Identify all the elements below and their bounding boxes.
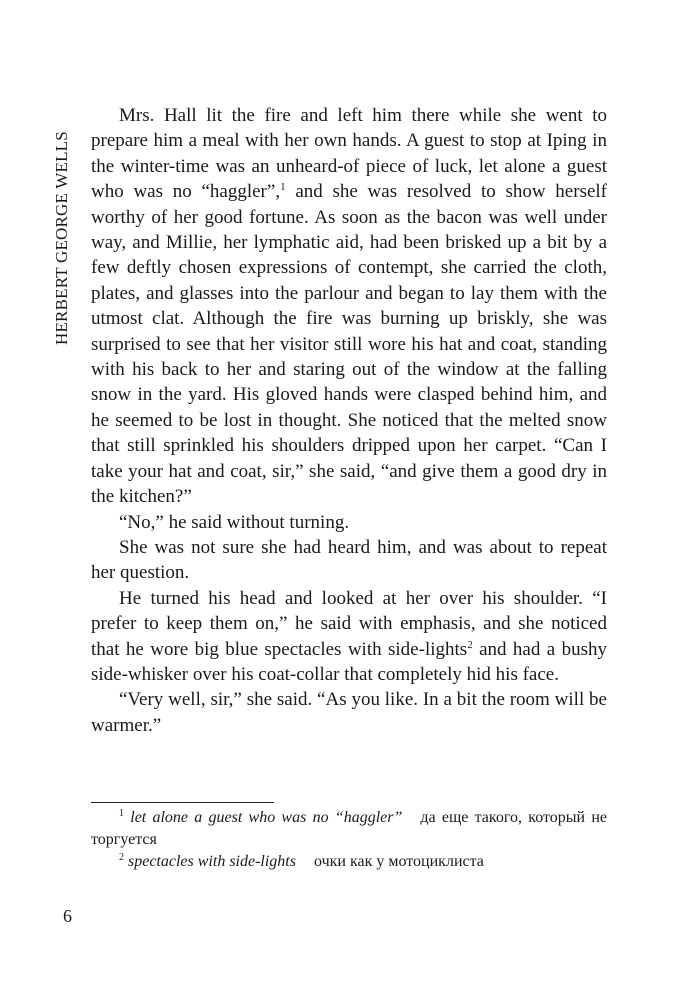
footnote-ref-1: 1 — [280, 181, 286, 194]
footnote-translation: да еще такого, который не торгуется — [91, 809, 608, 848]
paragraph-1 — [91, 103, 607, 510]
footnote-ref-2: 2 — [467, 638, 473, 651]
paragraph-3: She was not sure she had heard him, and was about to repeat her question. — [91, 536, 607, 584]
footnote-number: 2 — [119, 852, 124, 863]
body-text — [91, 103, 607, 738]
paragraph-text: He turned his head and looked at her over his shoulder. “I prefer to keep them on,” he said with emphasis, and she noticed that he wore big blue spectacles with side-lights — [91, 587, 607, 660]
paragraph-text: and had a bushy side-whisker over his coat-collar that completely hid his face. — [91, 638, 607, 685]
paragraph-5: “Very well, sir,” she said. “As you like. In a bit the room will be warmer.” — [91, 689, 607, 736]
footnotes — [91, 807, 607, 873]
running-head: HERBERT GEORGE WELLS — [52, 131, 71, 345]
footnote-2 — [91, 851, 607, 873]
footnote-1 — [91, 807, 607, 851]
paragraph-text: and she was resolved to show herself worthy of her good fortune. As soon as the bacon was well under way, and Millie, her lymphatic aid, had been brisked up a bit by a few deftly chosen expressions of contempt, she carried the cloth, plates, and glasses into the parlour and began to lay them with the utmost clat. Although the fire was burning up briskly, she was surprised to see that her visitor still wore his hat and coat, standing with his back to her and staring out of the window at the falling snow in the yard. His gloved hands were clasped behind him, and he seemed to be lost in thought. She noticed that the melted snow that still sprinkled his shoulders dripped upon her carpet. “Can I take your hat and coat, sir,” she said, “and give them a good dry in the kitchen?” — [91, 181, 608, 508]
paragraph-text: Mrs. Hall lit the fire and left him there while she went to prepare him a meal with her own hands. A guest to stop at Iping in the winter-time was an unheard-of piece of luck, let alone a guest who was no “haggler”, — [91, 105, 607, 203]
footnote-english: let alone a guest who was no “haggler” — [130, 809, 403, 826]
footnote-english: spectacles with side-lights — [128, 853, 296, 870]
paragraph-2: “No,” he said without turning. — [119, 511, 350, 533]
footnote-number: 1 — [119, 808, 124, 819]
footnote-translation: очки как у мотоциклиста — [313, 853, 484, 870]
footnote-divider — [91, 802, 274, 803]
page-number: 6 — [63, 906, 72, 926]
paragraph-4 — [91, 586, 607, 688]
